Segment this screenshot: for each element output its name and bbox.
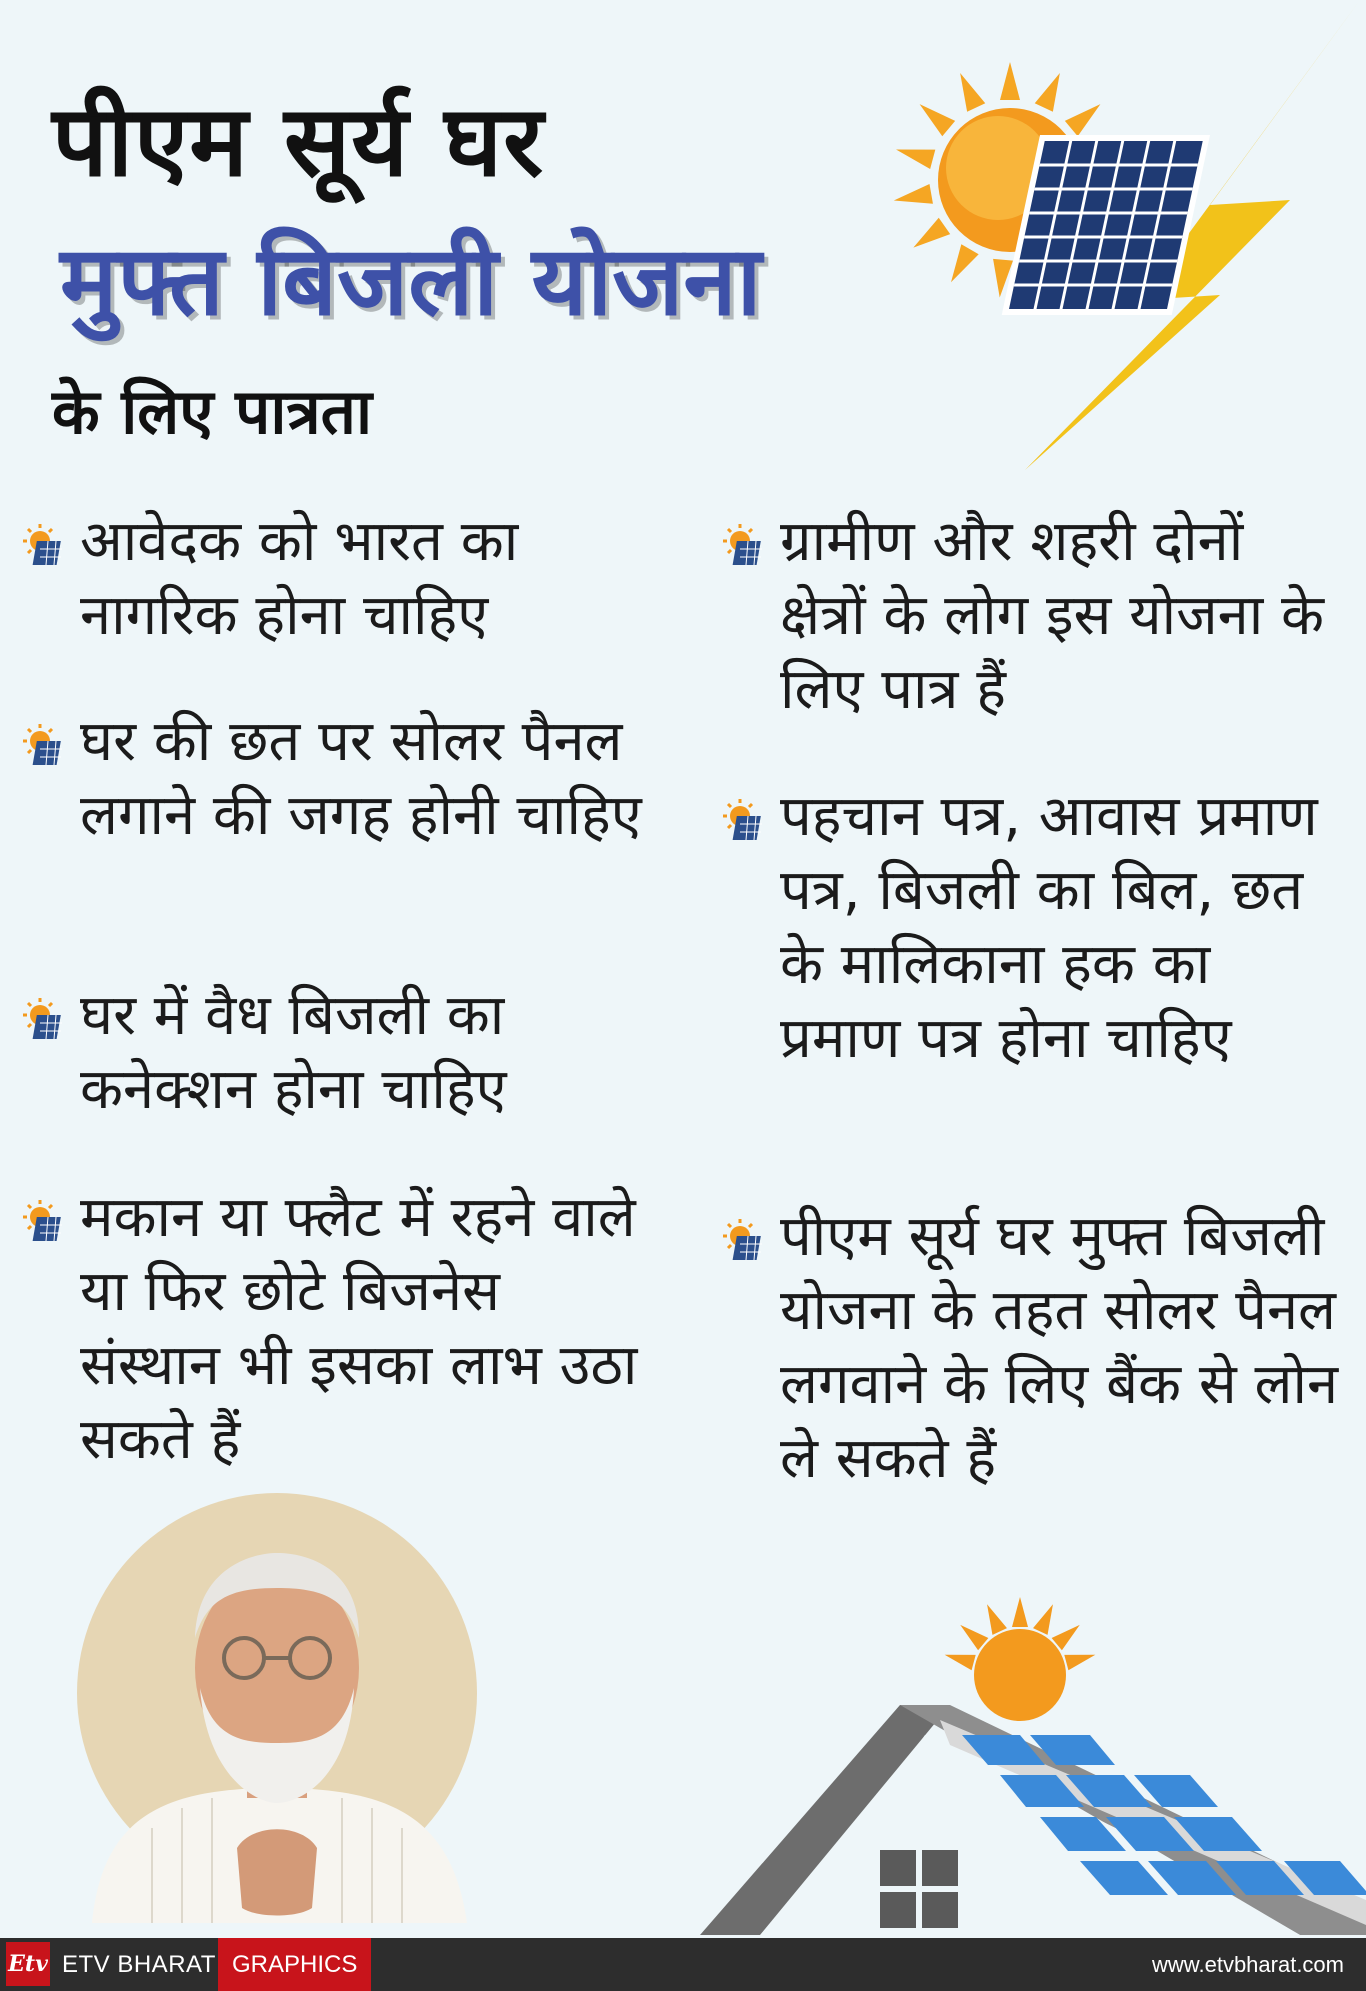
eligibility-point-5: ग्रामीण और शहरी दोनों क्षेत्रों के लोग इस योजना के लिए पात्र हैं [780,509,1325,722]
sun-solar-panel-icon [722,523,770,571]
sun-solar-panel-icon [22,1199,70,1247]
title-line-2: मुफ्त बिजली योजना [60,225,762,337]
eligibility-point-4: मकान या फ्लैट में रहने वाले या फिर छोटे बिजनेस संस्थान भी इसका लाभ उठा सकते हैं [80,1185,638,1472]
house-roof-solar-panels-icon [700,1595,1366,1935]
eligibility-point-3: घर में वैध बिजली का कनेक्शन होना चाहिए [80,983,507,1122]
website-link[interactable]: www.etvbharat.com [1152,1952,1344,1977]
list-item [722,1200,1342,1496]
list-item [22,705,642,979]
list-item [722,780,1342,1200]
eligibility-list-right [722,505,1342,1496]
etv-bharat-logo: Etv [6,1942,50,1986]
footer-bar [0,1938,1366,1991]
eligibility-point-6: पहचान पत्र, आवास प्रमाण पत्र, बिजली का बिल, छत के मालिकाना हक का प्रमाण पत्र होना चाहिए [780,784,1318,1071]
sun-solar-panel-icon [22,723,70,771]
title-line-3: के लिए पात्रता [52,375,373,448]
graphics-badge: GRAPHICS [218,1938,371,1991]
list-item [22,1181,642,1477]
title-line-1: पीएम सूर्य घर [52,85,545,199]
list-item [22,505,642,705]
eligibility-point-7: पीएम सूर्य घर मुफ्त बिजली योजना के तहत सोलर पैनल लगवाने के लिए बैंक से लोन ले सकते हैं [780,1204,1339,1491]
eligibility-list-left [22,505,642,1477]
list-item [722,505,1342,780]
sun-solar-panel-lightning-icon [890,0,1366,480]
sun-solar-panel-icon [722,1218,770,1266]
brand-name: ETV BHARAT [62,1951,216,1978]
eligibility-point-1: आवेदक को भारत का नागरिक होना चाहिए [80,509,519,648]
person-portrait [72,1488,482,1923]
sun-solar-panel-icon [22,523,70,571]
sun-solar-panel-icon [722,798,770,846]
list-item [22,979,642,1181]
eligibility-point-2: घर की छत पर सोलर पैनल लगाने की जगह होनी चाहिए [80,709,642,848]
sun-solar-panel-icon [22,997,70,1045]
